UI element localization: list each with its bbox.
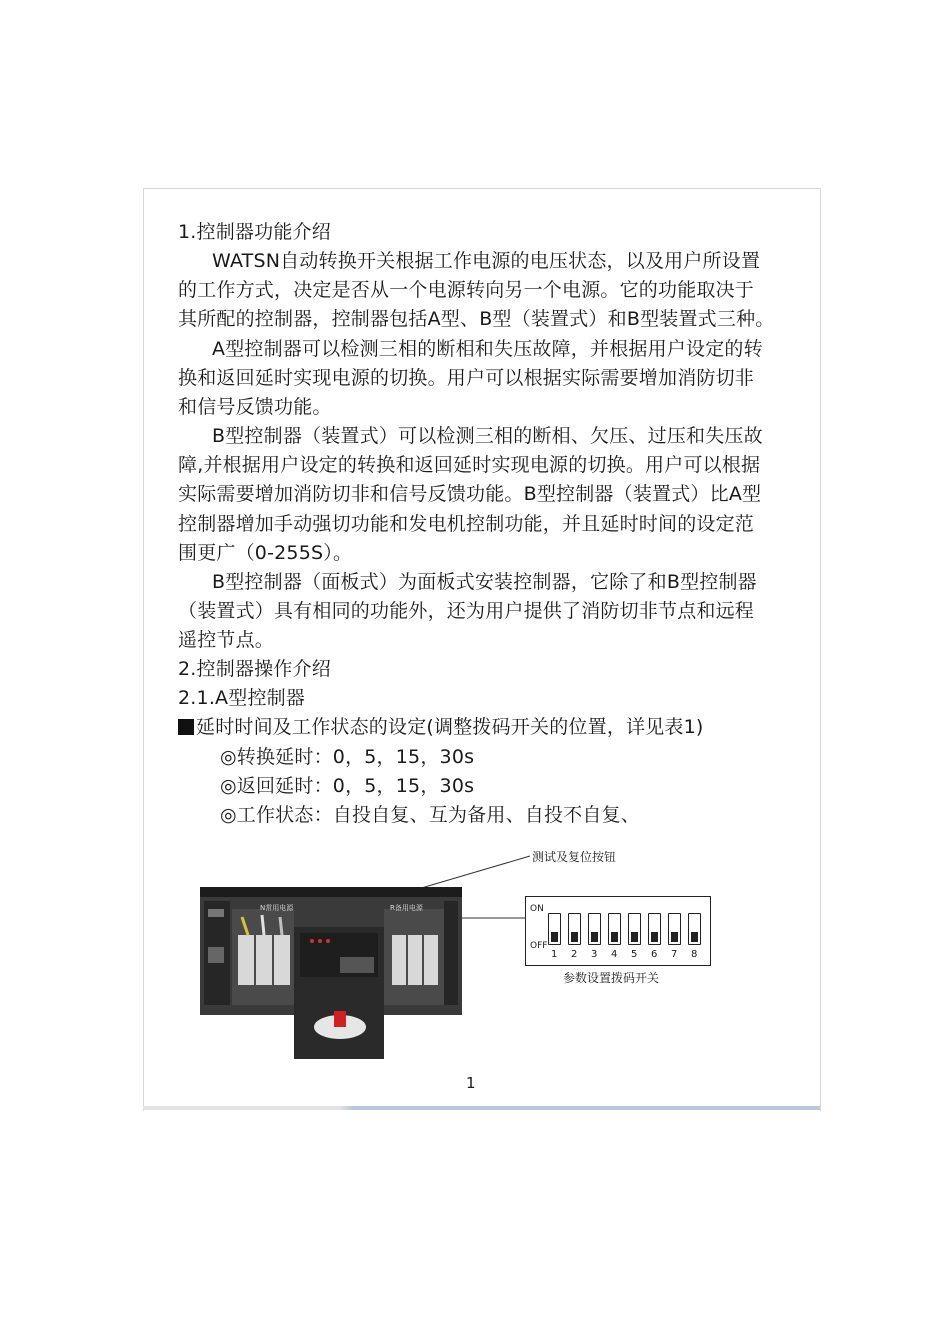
para3-line4: 控制器增加手动强切功能和发电机控制功能，并且延时时间的设定范 [178, 513, 755, 535]
setting-title [178, 714, 704, 740]
para3-line3: 实际需要增加消防切非和信号反馈功能。B型控制器（装置式）比A型 [178, 483, 762, 505]
dip-switch-3 [588, 913, 601, 945]
para4-line2: （装置式）具有相同的功能外，还为用户提供了消防切非节点和远程 [178, 600, 755, 622]
para4-line1: B型控制器（面板式）为面板式安装控制器，它除了和B型控制器 [212, 571, 757, 593]
dip-switch-6 [648, 913, 661, 945]
dip-number-7: 7 [671, 949, 678, 960]
heading-a-type-controller: 2.1.A型控制器 [178, 687, 306, 709]
dip-switch-8 [688, 913, 701, 945]
dip-number-8: 8 [691, 949, 698, 960]
para4-line3: 遥控节点。 [178, 629, 275, 651]
backup-power-label: R备用电源 [390, 904, 423, 912]
dip-switch-4 [608, 913, 621, 945]
dip-number-3: 3 [591, 949, 598, 960]
setting-work-mode: ◎工作状态：自投自复、互为备用、自投不自复、 [220, 804, 640, 826]
para3-line2: 障,并根据用户设定的转换和返回延时实现电源的切换。用户可以根据 [178, 454, 761, 476]
dip-number-6: 6 [651, 949, 658, 960]
switch-device-photo [200, 887, 462, 1059]
normal-power-label: N常用电源 [260, 904, 294, 912]
page-bottom-edge [143, 1106, 820, 1110]
dip-number-5: 5 [631, 949, 638, 960]
para2-line1: A型控制器可以检测三相的断相和失压故障，并根据用户设定的转 [212, 338, 763, 360]
test-reset-button-label: 测试及复位按钮 [532, 850, 617, 864]
para1-line3: 其所配的控制器，控制器包括A型、B型（装置式）和B型装置式三种。 [178, 308, 775, 330]
dip-switch-5 [628, 913, 641, 945]
para3-line1: B型控制器（装置式）可以检测三相的断相、欠压、过压和失压故 [212, 425, 763, 447]
page-number: 1 [466, 1074, 476, 1092]
dip-switch-2 [568, 913, 581, 945]
setting-return-delay: ◎返回延时：0，5，15，30s [220, 775, 475, 797]
dip-switch-diagram [525, 896, 711, 966]
heading-controller-operation: 2.控制器操作介绍 [178, 658, 331, 680]
dip-switch-1 [548, 913, 561, 945]
dip-switch-caption: 参数设置拨码开关 [563, 971, 660, 985]
dip-number-1: 1 [551, 949, 558, 960]
dip-off-label: OFF [530, 941, 548, 951]
para3-line5: 围更广（0-255S）。 [178, 542, 353, 564]
setting-title-text: 延时时间及工作状态的设定(调整拨码开关的位置，详见表1) [196, 716, 704, 738]
dip-number-4: 4 [611, 949, 618, 960]
square-bullet-icon [178, 719, 194, 735]
dip-on-label: ON [530, 904, 544, 914]
setting-transfer-delay: ◎转换延时：0，5，15，30s [220, 746, 475, 768]
dip-switch-7 [668, 913, 681, 945]
para1-line1: WATSN自动转换开关根据工作电源的电压状态，以及用户所设置 [212, 250, 761, 272]
para1-line2: 的工作方式，决定是否从一个电源转向另一个电源。它的功能取决于 [178, 279, 755, 301]
para2-line2: 换和返回延时实现电源的切换。用户可以根据实际需要增加消防切非 [178, 367, 755, 389]
heading-controller-function: 1.控制器功能介绍 [178, 221, 331, 243]
dip-number-2: 2 [571, 949, 578, 960]
para2-line3: 和信号反馈功能。 [178, 396, 332, 418]
